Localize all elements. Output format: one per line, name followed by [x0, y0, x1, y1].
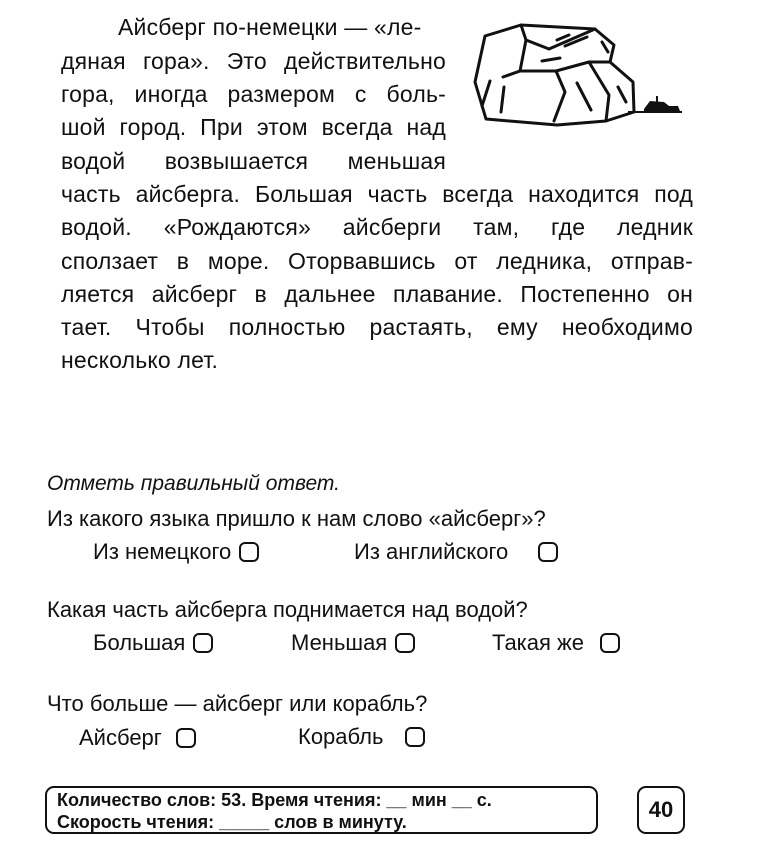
passage-line: сползает в море. Оторвавшись от ледника, отправ-	[61, 248, 693, 274]
instruction: Отметь правильный ответ.	[47, 472, 340, 495]
passage-line: шой город. При этом всегда над	[61, 114, 446, 140]
answer-option[interactable]	[79, 724, 196, 752]
answer-option-label: Меньшая	[291, 630, 388, 655]
answer-option-label: Из немецкого	[93, 539, 232, 564]
passage-line: гора, иногда размером с боль-	[61, 81, 446, 107]
page-number	[637, 786, 685, 834]
passage-line: несколько лет.	[61, 347, 219, 373]
passage-line: тает. Чтобы полностью растаять, ему необходимо	[61, 314, 693, 340]
answer-checkbox[interactable]	[395, 633, 415, 653]
question-3: Что больше — айсберг или корабль?	[47, 691, 428, 716]
answer-option-label: Айсберг	[79, 725, 162, 750]
answer-option-label: Такая же	[492, 630, 585, 655]
answer-option[interactable]	[93, 629, 213, 657]
reading-speed-line: Скорость чтения: _____ слов в минуту.	[57, 812, 407, 832]
page-number-text: 40	[648, 797, 674, 822]
question-2: Какая часть айсберга поднимается над водой?	[47, 597, 528, 622]
answer-option-label: Из английского	[354, 539, 509, 564]
answer-option-label: Корабль	[298, 724, 384, 749]
answer-option[interactable]	[291, 629, 415, 657]
answer-option[interactable]	[354, 538, 558, 566]
answer-checkbox[interactable]	[239, 542, 259, 562]
passage-line: ляется айсберг в дальнее плавание. Постепенно он	[61, 281, 693, 307]
answer-checkbox[interactable]	[193, 633, 213, 653]
reading-stats-box	[45, 786, 598, 834]
answer-option-label: Большая	[93, 630, 186, 655]
passage-line: Айсберг по-немецки — «ле-	[118, 14, 422, 40]
answer-option[interactable]	[298, 723, 425, 751]
passage-line: водой возвышается меньшая	[61, 148, 446, 174]
passage-line: дяная гора». Это действительно	[61, 48, 446, 74]
answer-checkbox[interactable]	[176, 728, 196, 748]
passage-line: часть айсберга. Большая часть всегда находится под	[61, 181, 693, 207]
word-count-line: Количество слов: 53. Время чтения: __ мин __ с.	[57, 790, 492, 810]
answer-checkbox[interactable]	[600, 633, 620, 653]
question-1: Из какого языка пришло к нам слово «айсберг»?	[47, 506, 546, 531]
answer-checkbox[interactable]	[538, 542, 558, 562]
passage-line: водой. «Рождаются» айсберги там, где ледник	[61, 214, 693, 240]
answer-option[interactable]	[93, 538, 259, 566]
answer-checkbox[interactable]	[405, 727, 425, 747]
answer-option[interactable]	[492, 629, 620, 657]
iceberg-with-ship-icon	[468, 20, 688, 130]
